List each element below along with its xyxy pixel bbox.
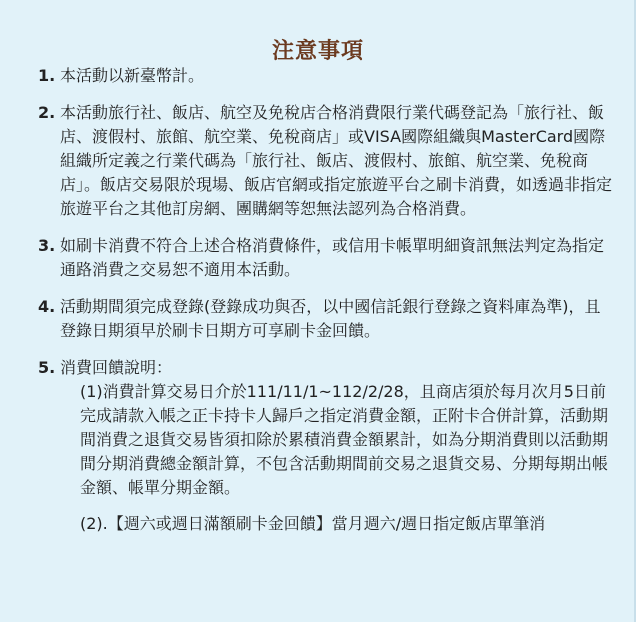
item-text: 本活動旅行社、飯店、航空及免稅店合格消費限行業代碼登記為「旅行社、飯店、渡假村、旅館、航空業、免稅商店」或VISA國際組織與MasterCard國際組織所定義之行業代碼為「旅行社、飯店、渡假村、旅館、航空業、免稅商店」。飯店交易限於現場、飯店官網或指定旅遊平台之刷卡消費，如透過非指定旅遊平台之其他訂房網、團購網等恕無法認列為合格消費。 [60,103,613,218]
list-item-4 [38,295,616,343]
item-text: 本活動以新臺幣計。 [60,66,205,85]
sub-item-1: (1)消費計算交易日介於111/11/1~112/2/28，且商店須於每月次月5日前完成請款入帳之正卡持卡人歸戶之指定消費金額，正附卡合併計算，活動期間消費之退貨交易皆須扣除於累積消費金額累計，如為分期消費則以活動期間分期消費總金額計算，不包含活動期間前交易之退貨交易、分期每期出帳金額、帳單分期金額。 [80,382,609,497]
notice-list [38,64,616,549]
notice-title: 注意事項 [271,39,364,64]
item-number: 5. [38,358,56,377]
item-text: 如刷卡消費不符合上述合格消費條件，或信用卡帳單明細資訊無法判定為指定通路消費之交易恕不適用本活動。 [60,236,605,279]
item-number: 3. [38,236,56,255]
item-text: 活動期間須完成登錄(登錄成功與否，以中國信託銀行登錄之資料庫為準)，且登錄日期須早於刷卡日期方可享刷卡金回饋。 [60,297,601,340]
list-item-1 [38,64,616,88]
list-item-2 [38,101,616,221]
item-number: 4. [38,297,56,316]
item-text: 消費回饋說明： [60,358,173,377]
list-item-5 [38,356,616,536]
list-item-3 [38,234,616,282]
sub-list [60,380,616,536]
item-number: 1. [38,66,56,85]
sub-item-2: (2).【週六或週日滿額刷卡金回饋】當月週六/週日指定飯店單筆消 [80,514,546,533]
item-number: 2. [38,103,56,122]
